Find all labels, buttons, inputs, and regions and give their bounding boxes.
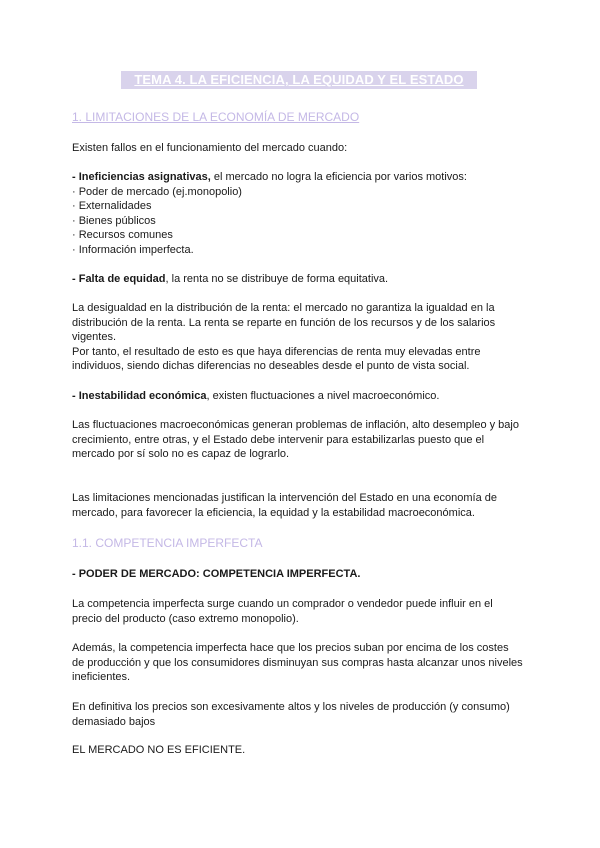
- text-line: individuos, siendo dichas diferencias no deseables desde el punto de vista social.: [72, 360, 470, 373]
- competencia-paragraph-1: [72, 597, 532, 626]
- competencia-paragraph-3: [72, 700, 532, 729]
- text-line: Las fluctuaciones macroeconómicas generan problemas de inflación, alto desempleo y bajo: [72, 419, 519, 431]
- list-item: · Información imperfecta.: [72, 243, 194, 256]
- text-line: de producción y que los consumidores disminuyan sus compras hasta alcanzar unos niveles: [72, 656, 523, 669]
- conclusion-text: EL MERCADO NO ES EFICIENTE.: [72, 744, 246, 756]
- text-line: Por tanto, el resultado de esto es que haya diferencias de renta muy elevadas entre: [72, 345, 481, 358]
- equidad-bold: - Falta de equidad: [72, 273, 166, 285]
- desigualdad-paragraph: [72, 301, 532, 374]
- equidad-paragraph: [72, 272, 532, 287]
- text-line: La desigualdad en la distribución de la renta: el mercado no garantiza la igualdad en la: [72, 302, 495, 314]
- text-line: crecimiento, entre otras, y el Estado debe intervenir para estabilizarlas puesto que el: [72, 433, 485, 446]
- limitaciones-paragraph: [72, 491, 532, 520]
- ineficiencias-line: [72, 170, 532, 185]
- inestabilidad-bold: - Inestabilidad económica: [72, 390, 207, 402]
- fluctuaciones-paragraph: [72, 418, 532, 462]
- list-item: · Poder de mercado (ej.monopolio): [72, 185, 242, 198]
- text-line: mercado, para favorecer la eficiencia, la equidad y la estabilidad macroeconómica.: [72, 506, 475, 519]
- section-heading-competencia: 1.1. COMPETENCIA IMPERFECTA: [72, 536, 263, 550]
- list-item: · Recursos comunes: [72, 229, 173, 242]
- text-line: Las limitaciones mencionadas justifican la intervención del Estado en una economía de: [72, 492, 497, 504]
- competencia-paragraph-2: [72, 641, 532, 685]
- inestabilidad-rest: , existen fluctuaciones a nivel macroeconómico.: [206, 390, 440, 402]
- text-line: ineficientes.: [72, 671, 131, 684]
- list-item: · Bienes públicos: [72, 214, 156, 227]
- text-line: Además, la competencia imperfecta hace que los precios suban por encima de los costes: [72, 642, 509, 654]
- page-title: TEMA 4. LA EFICIENCIA, LA EQUIDAD Y EL ESTADO: [121, 71, 477, 89]
- text-line: La competencia imperfecta surge cuando un comprador o vendedor puede influir en el: [72, 598, 493, 610]
- poder-mercado-bold: - PODER DE MERCADO: COMPETENCIA IMPERFECTA.: [72, 568, 361, 580]
- inestabilidad-paragraph: [72, 389, 532, 404]
- text-line: demasiado bajos: [72, 715, 156, 728]
- ineficiencias-bold: - Ineficiencias asignativas,: [72, 171, 211, 183]
- poder-mercado-subheading: [72, 567, 532, 582]
- equidad-rest: , la renta no se distribuye de forma equitativa.: [165, 273, 389, 285]
- text-line: En definitiva los precios son excesivamente altos y los niveles de producción (y consumo): [72, 701, 510, 713]
- ineficiencias-block: [72, 170, 532, 258]
- ineficiencias-rest: el mercado no logra la eficiencia por varios motivos:: [210, 171, 467, 183]
- section-heading-limitaciones: 1. LIMITACIONES DE LA ECONOMÍA DE MERCADO: [72, 110, 360, 124]
- intro-paragraph: Existen fallos en el funcionamiento del mercado cuando:: [72, 142, 348, 154]
- text-line: distribución de la renta. La renta se reparte en función de los recursos y de los salarios: [72, 316, 496, 329]
- text-line: mercado por sí solo no es capaz de lograrlo.: [72, 448, 290, 461]
- text-line: precio del producto (caso extremo monopolio).: [72, 612, 299, 625]
- text-line: vigentes.: [72, 331, 117, 344]
- list-item: · Externalidades: [72, 200, 152, 213]
